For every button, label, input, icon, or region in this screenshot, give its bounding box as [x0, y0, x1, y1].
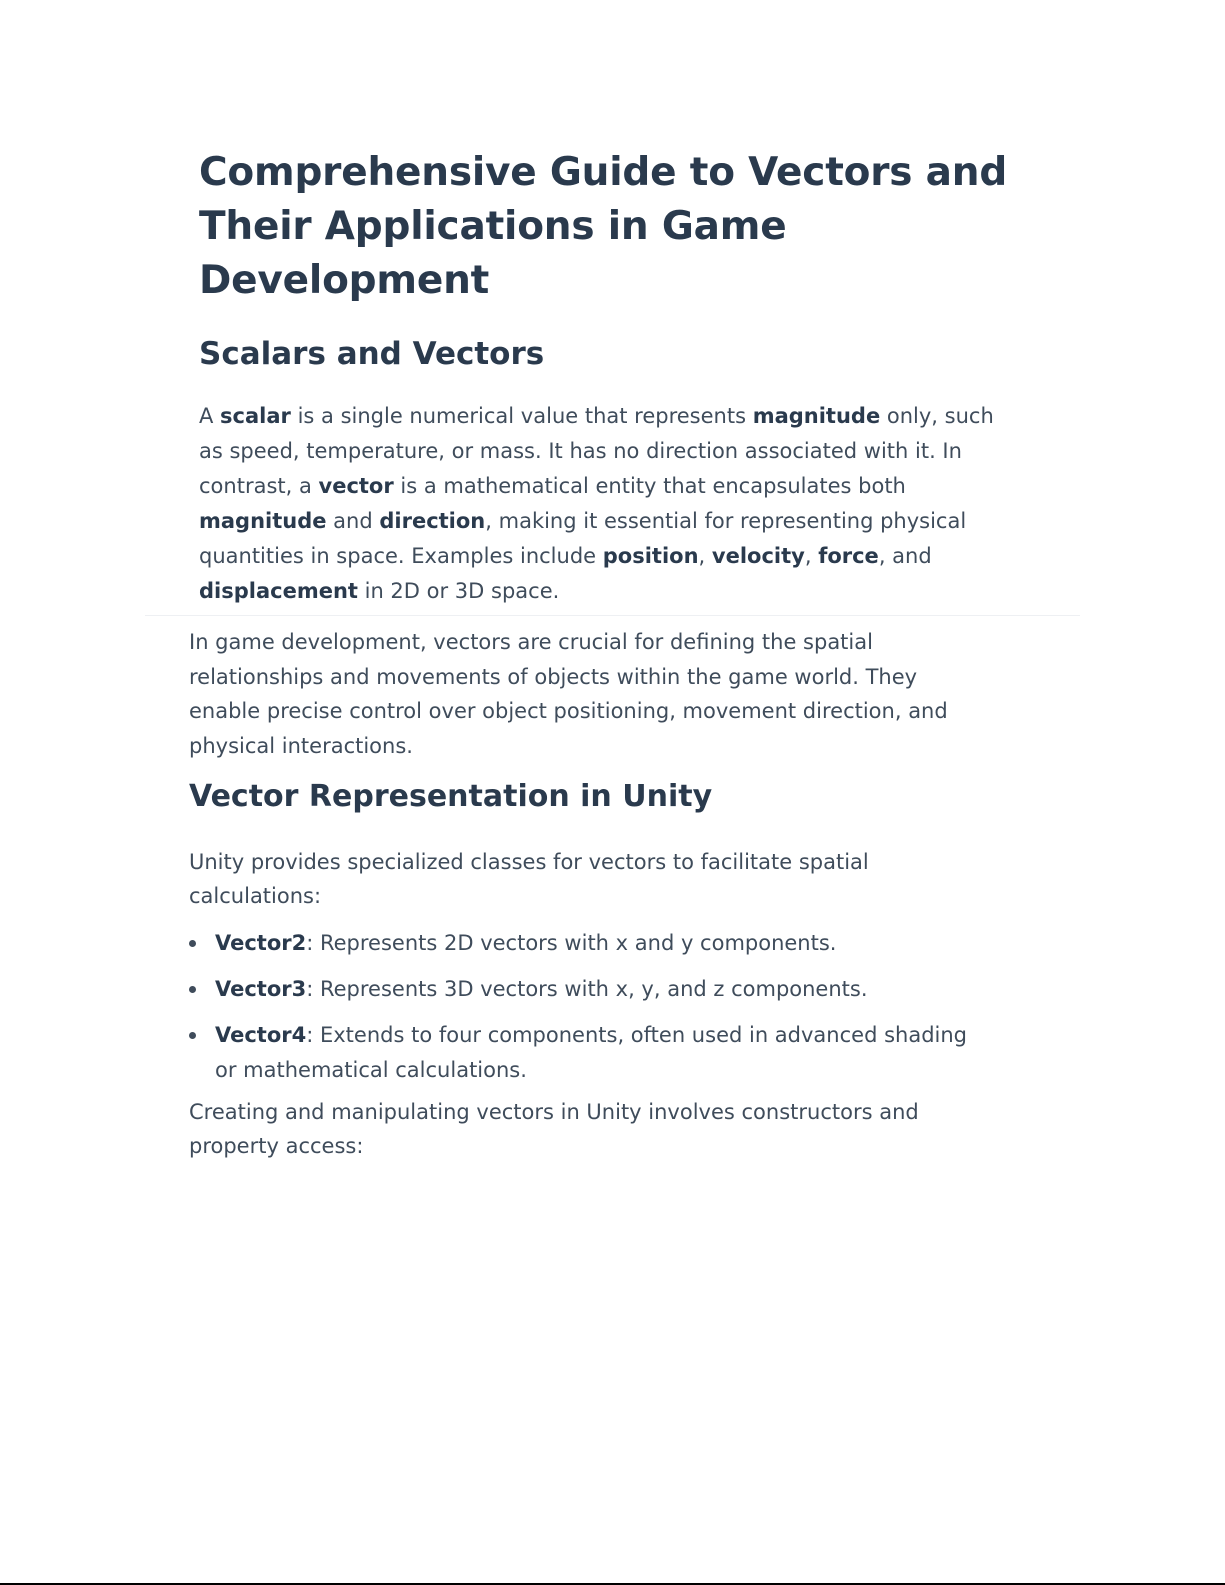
bullet-dot-icon [189, 986, 196, 993]
text-run: , making it essential for representing physical quantities in space. Examples include [199, 509, 967, 568]
list-item-vector2 [189, 926, 989, 961]
text-run: , [698, 544, 712, 568]
bullet-dot-icon [189, 1032, 196, 1039]
bold-term-velocity: velocity [711, 544, 805, 568]
list-item-text: : Represents 2D vectors with x and y components. [306, 931, 837, 955]
paragraph-unity-intro: Unity provides specialized classes for vectors to facilitate spatial calculations: [189, 850, 869, 908]
text-run: is a single numerical value that represents [290, 404, 753, 428]
text-run: A [199, 404, 221, 428]
section-heading-vector-representation-in-unity: Vector Representation in Unity [189, 779, 713, 814]
page-divider [145, 615, 1080, 616]
list-item-vector3 [189, 972, 989, 1007]
bold-term-scalar: scalar [220, 404, 291, 428]
document-title: Comprehensive Guide to Vectors and Their Applications in Game Development [199, 150, 1008, 303]
text-run: and [326, 509, 380, 533]
text-run: , [804, 544, 819, 568]
text-run: in 2D or 3D space. [357, 579, 560, 603]
list-item-term: Vector4 [215, 1023, 307, 1047]
bold-term-magnitude: magnitude [199, 509, 327, 533]
bold-term-direction: direction [379, 509, 486, 533]
list-item-term: Vector3 [215, 977, 307, 1001]
list-item-text: : Represents 3D vectors with x, y, and z components. [306, 977, 868, 1001]
bullet-dot-icon [189, 940, 196, 947]
text-run: is a mathematical entity that encapsulates both [393, 474, 906, 498]
list-item-text: : Extends to four components, often used in advanced shading or mathematical calculations. [215, 1023, 968, 1082]
section-heading-scalars-and-vectors: Scalars and Vectors [199, 336, 545, 372]
bold-term-position: position [602, 544, 699, 568]
bold-term-force: force [818, 544, 879, 568]
paragraph-scalar-definition [199, 399, 1019, 609]
paragraph-game-development: In game development, vectors are crucial for defining the spatial relationships and movements of objects within the game world. They enable precise control over object positioning, movement direction, and physical interactions. [189, 630, 948, 758]
paragraph-creating-vectors: Creating and manipulating vectors in Unity involves constructors and property access: [189, 1100, 919, 1158]
text-run: , and [878, 544, 932, 568]
list-item-vector4 [189, 1018, 989, 1088]
bold-term-vector: vector [318, 474, 394, 498]
bold-term-displacement: displacement [199, 579, 358, 603]
vector-class-list [189, 926, 989, 1099]
bold-term-magnitude: magnitude [752, 404, 881, 428]
list-item-term: Vector2 [215, 931, 307, 955]
text-run: only, such as speed, temperature, or mass. It has no direction associated with it. In contrast, a [199, 404, 994, 498]
